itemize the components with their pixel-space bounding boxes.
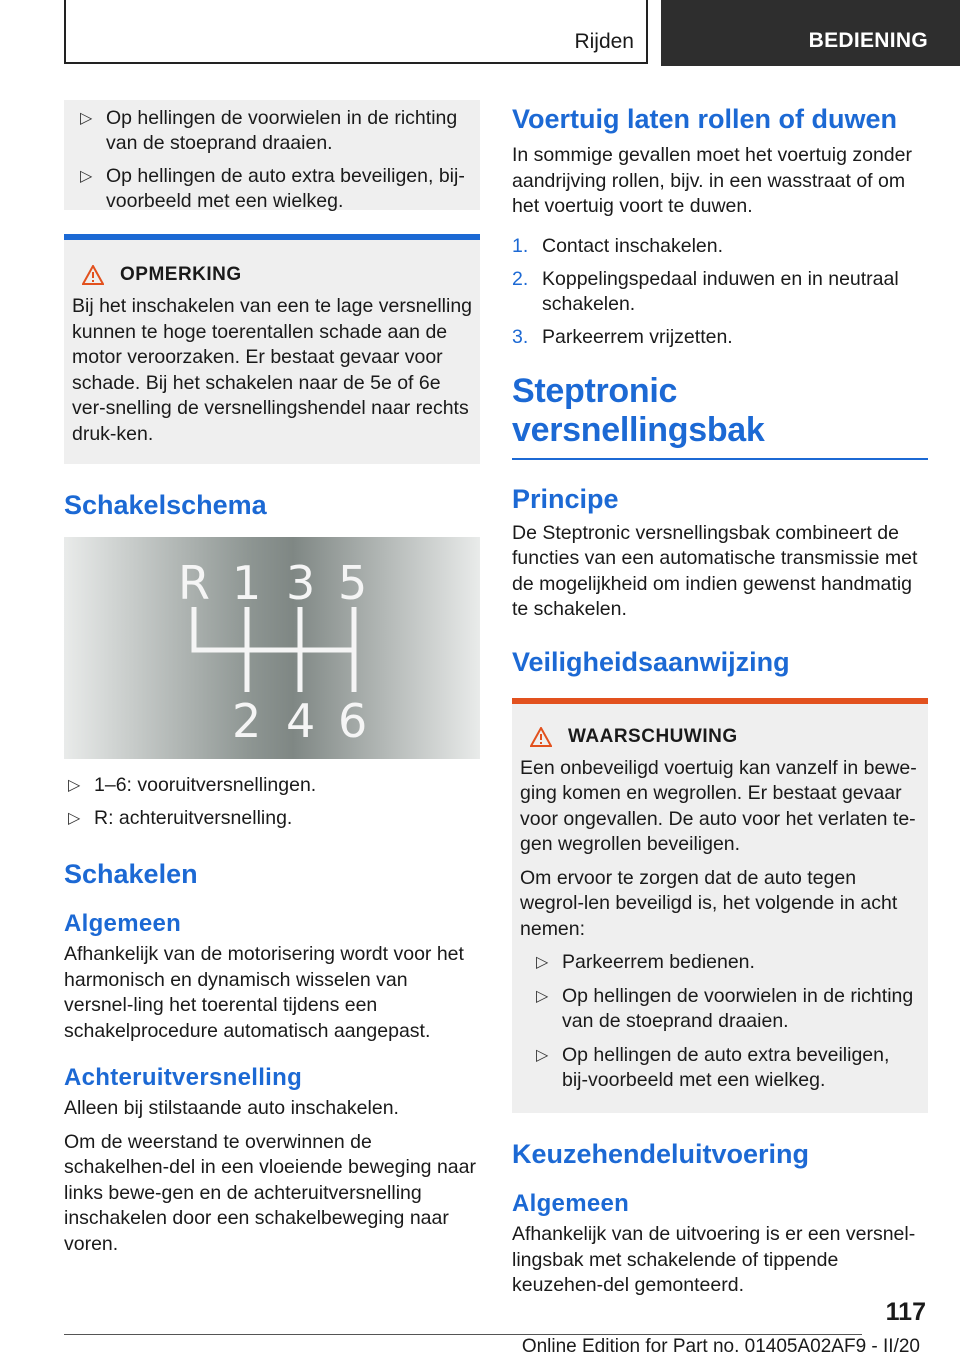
gear-shift-lines: [194, 607, 354, 692]
keuzehendel-heading: Keuzehendeluitvoering: [512, 1139, 810, 1169]
algemeen-heading: Algemeen: [64, 910, 182, 937]
achteruit-text-1: Alleen bij stilstaande auto inschakelen.: [64, 1097, 399, 1119]
gear-label-1: 1: [232, 556, 262, 610]
left-column: [64, 100, 480, 1257]
triangle-bullet-icon: ▷: [80, 110, 93, 127]
top-bullet-box: [64, 100, 480, 210]
gear-label-2: 2: [232, 694, 262, 748]
gear-label-R: R: [178, 556, 210, 610]
header-chapter-tab: [661, 0, 960, 66]
triangle-bullet-icon: ▷: [80, 168, 93, 185]
triangle-bullet-icon: ▷: [536, 988, 549, 1005]
notice-box: [64, 234, 480, 464]
gear-label-4: 4: [286, 694, 316, 748]
triangle-bullet-icon: ▷: [536, 1047, 549, 1064]
list-item: ▷ 1–6: vooruitversnellingen.: [68, 774, 317, 796]
right-column: [512, 100, 928, 1299]
warning-triangle-icon: [82, 265, 104, 285]
schakelen-heading: Schakelen: [64, 859, 198, 889]
rollen-text: In sommige gevallen moet het voertuig zonder aandrijving rollen, bijv. in een wasstraat of om het voertuig voort te duwen.: [512, 144, 912, 217]
principe-text: De Steptronic versnellingsbak combineert de functies van een automatische transmissie met de mogelijkheid om indien gewenst handmatig te schakelen.: [512, 521, 918, 620]
warning-triangle-icon: [530, 727, 552, 747]
schakelschema-heading: Schakelschema: [64, 490, 267, 520]
veiligheid-heading: Veiligheidsaanwijzing: [512, 646, 790, 677]
list-item: ▷ Op hellingen de auto extra beveiligen, bij-voorbeeld met een wielkeg.: [536, 1044, 890, 1091]
algemeen-text: Afhankelijk van de motorisering wordt voor het harmonisch en dynamisch wisselen van versnel-ling het toerental tijdens een schakelprocedure automatisch aangepast.: [64, 943, 464, 1042]
list-item: 1. Contact inschakelen.: [512, 234, 724, 257]
gear-shift-pattern-image: [64, 537, 480, 759]
header-chapter-label: BEDIENING: [808, 29, 928, 52]
keuzehendel-text: Afhankelijk van de uitvoering is er een versnel-lingsbak met schakelende of tippende keuzehen-del gemonteerd.: [512, 1223, 916, 1296]
list-item: ▷ R: achteruitversnelling.: [68, 807, 293, 829]
steps-list: [512, 234, 928, 350]
rollen-heading: Voertuig laten rollen of duwen: [512, 104, 898, 134]
principe-heading: Principe: [512, 483, 619, 514]
list-item: ▷ Op hellingen de voorwielen in de richting van de stoeprand draaien.: [80, 107, 458, 154]
algemeen-heading-right: Algemeen: [512, 1190, 630, 1217]
steptronic-heading: Steptronic versnellingsbak: [512, 372, 928, 460]
gear-label-5: 5: [338, 556, 368, 610]
achteruitversnelling-heading: Achteruitversnelling: [64, 1064, 303, 1091]
triangle-bullet-icon: ▷: [536, 954, 549, 971]
page-number: 117: [885, 1298, 926, 1326]
header-section-tab: [64, 0, 648, 64]
list-item: ▷ Op hellingen de voorwielen in de richting van de stoeprand draaien.: [536, 985, 914, 1032]
list-item: 2. Koppelingspedaal induwen en in neutraal schakelen.: [512, 267, 899, 315]
list-item: ▷ Parkeerrem bedienen.: [536, 951, 755, 973]
warning-box: [512, 698, 928, 1114]
header-section-label: Rijden: [574, 30, 634, 53]
triangle-bullet-icon: ▷: [68, 777, 81, 794]
warning-text-2: Om ervoor te zorgen dat de auto tegen wegrol-len beveiligd is, het volgende in acht nemen:: [520, 866, 898, 940]
achteruit-text-2: Om de weerstand te overwinnen de schakelhen-del in een vloeiende beweging naar links bewe-gen en de achteruitversnelling inschakelen door een schakelbeweging naar voren.: [64, 1130, 476, 1255]
list-item: ▷ Op hellingen de auto extra beveiligen, bij-voorbeeld met een wielkeg.: [80, 165, 465, 212]
gear-label-3: 3: [286, 556, 316, 610]
footer-edition: Online Edition for Part no. 01405A02AF9 - II/20: [521, 1336, 920, 1357]
notice-text: Bij het inschakelen van een te lage versnelling kunnen te hoge toerentallen schade aan de motor veroorzaken. Er bestaat gevaar voor schade. Bij het schakelen naar de 5e of 6e ver-snelling de versnellingshendel naar rechts druk-ken.: [72, 295, 473, 445]
list-item: 3. Parkeerrem vrijzetten.: [512, 325, 733, 348]
warning-text-1: Een onbeveiligd voertuig kan vanzelf in bewe-ging komen en wegrollen. Er bestaat gevaar voor ongevallen. De auto voor het verlaten te-gen wegrollen beveiligen.: [520, 756, 917, 855]
footer-divider: [64, 1334, 862, 1335]
notice-title: OPMERKING: [82, 264, 472, 286]
gear-label-6: 6: [338, 694, 368, 748]
warning-title: WAARSCHUWING: [530, 726, 920, 748]
triangle-bullet-icon: ▷: [68, 810, 81, 827]
